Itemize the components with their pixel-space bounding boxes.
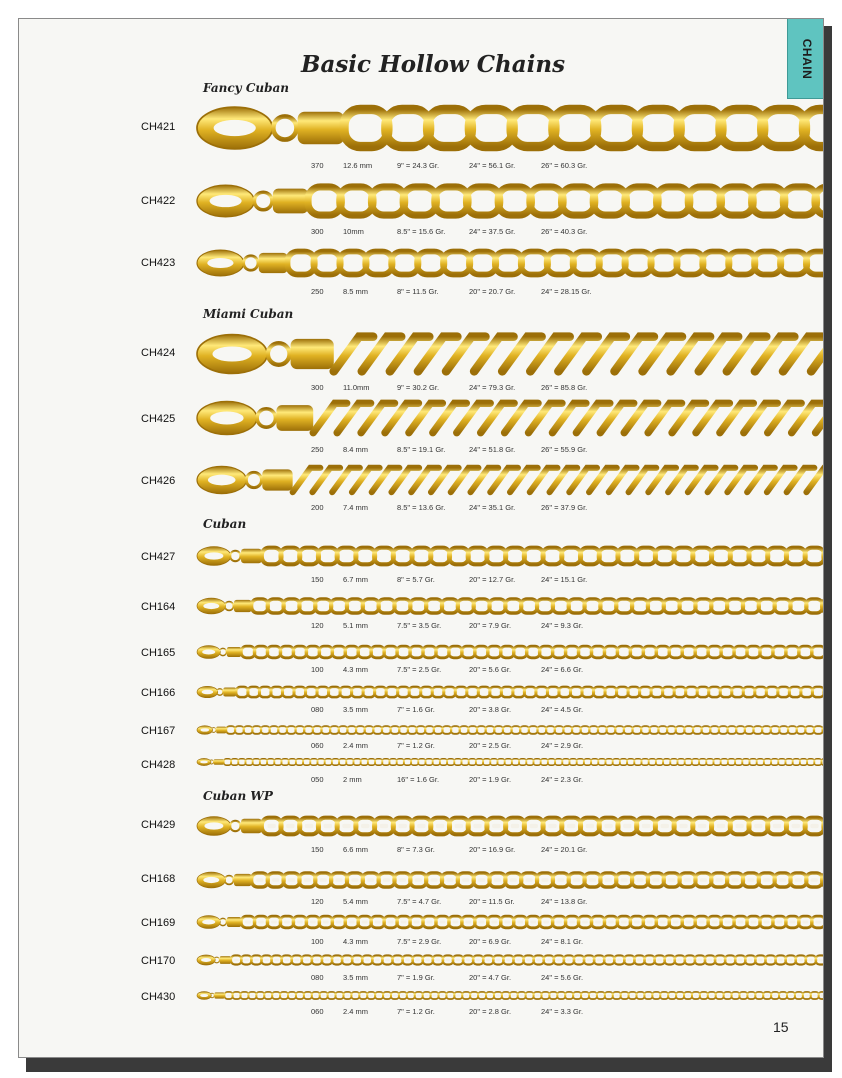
product-code: CH429 [141, 819, 176, 831]
catalog-page: CHAIN Basic Hollow Chains Fancy Cuban Miami Cuban Cuban Cuban WP CH421 370 12.6 mm 9" = 24.3 Gr. 24" = 56.1 Gr. 26" = 60.3 Gr. CH422 300 10mm 8.5" = 15.6 Gr. 24" = 37.5 Gr. 26" = 40.3 Gr. CH423 250 8.5 mm 8" = 11.5 Gr. 20" = 20.7 Gr. 24" = 28.15 Gr. CH424 300 11.0mm 9" = 30.2 Gr. 24" = 79.3 Gr. 26" = 85.8 Gr. CH425 250 8.4 mm 8.5" = 19.1 Gr. 24" = 51.8 Gr. 26" = 55.9 Gr. CH426 200 7.4 mm 8.5" = 13.6 Gr. 24" = 35.1 Gr. 26" = 37.9 Gr. CH427 150 6.7 mm 8" = 5.7 Gr. 20" = 12.7 Gr. 24" = 15.1 Gr. CH164 120 5.1 mm 7.5" = 3.5 Gr. 20" = 7.9 Gr. 24" = 9.3 Gr. CH165 100 4.3 mm 7.5" = 2.5 Gr. 20" = 5.6 Gr. 24" = 6.6 Gr. CH166 080 3.5 mm 7" = 1.6 Gr. 20" = 3.8 Gr. 24" = 4.5 Gr. CH167 060 2.4 mm 7" = 1.2 Gr. 20" = 2.5 Gr. 24" = 2.9 Gr. CH428 050 2 mm 16" = 1.6 Gr. 20" = 1.9 Gr. 24" = 2.3 Gr. CH429 150 6.6 mm 8" = 7.3 Gr. 20" = 16.9 Gr. 24" = 20.1 Gr. CH168 120 5.4 mm 7.5" = 4.7 Gr. 20" = 11.5 Gr. 24" = 13.8 Gr. CH169 100 4.3 mm 7.5" = 2.9 Gr. 20" = 6.9 Gr. 24" = 8.1 Gr. CH170 080 3.5 mm 7" = 1.9 Gr. 20" = 4.7 Gr. 24" = 5.6 Gr. CH430 060 2.4 mm 7" = 1.2 Gr. 20" = 2.8 Gr. 24" = 3.3 Gr. 15 [18, 18, 824, 1058]
product-code: CH427 [141, 551, 176, 563]
chain-graphic [195, 953, 824, 967]
chain-image [195, 990, 824, 1001]
chain-graphic [195, 757, 824, 767]
chain-image [195, 953, 824, 967]
product-code: CH164 [141, 601, 176, 613]
chain-graphic [195, 684, 824, 700]
page-title: Basic Hollow Chains [301, 51, 566, 78]
chain-graphic [195, 395, 824, 441]
chain-image [195, 595, 824, 617]
chain-image [195, 757, 824, 767]
product-code: CH169 [141, 917, 176, 929]
product-code: CH426 [141, 475, 176, 487]
section-heading-fancy-cuban: Fancy Cuban [203, 81, 289, 95]
chain-image [195, 643, 824, 661]
chain-image [195, 327, 824, 381]
product-code: CH167 [141, 725, 176, 737]
product-code: CH166 [141, 687, 176, 699]
chain-graphic [195, 869, 824, 891]
chain-graphic [195, 724, 824, 736]
chain-graphic [195, 461, 824, 499]
chain-graphic [195, 245, 824, 281]
section-heading-miami-cuban: Miami Cuban [203, 307, 294, 321]
chain-image [195, 813, 824, 839]
chain-image [195, 99, 824, 157]
chain-image [195, 245, 824, 281]
product-code: CH430 [141, 991, 176, 1003]
chain-section-tab [787, 19, 824, 99]
product-code: CH423 [141, 257, 176, 269]
chain-graphic [195, 179, 824, 223]
chain-graphic [195, 595, 824, 617]
chain-image [195, 913, 824, 931]
section-heading-cuban-wp: Cuban WP [203, 789, 273, 803]
chain-graphic [195, 327, 824, 381]
product-code: CH170 [141, 955, 176, 967]
product-code: CH428 [141, 759, 176, 771]
chain-image [195, 461, 824, 499]
chain-graphic [195, 99, 824, 157]
tab-label: CHAIN [799, 38, 814, 79]
product-code: CH422 [141, 195, 176, 207]
chain-graphic [195, 990, 824, 1001]
product-code: CH168 [141, 873, 176, 885]
chain-image [195, 869, 824, 891]
chain-graphic [195, 643, 824, 661]
chain-graphic [195, 543, 824, 569]
chain-image [195, 684, 824, 700]
product-code: CH425 [141, 413, 176, 425]
chain-graphic [195, 913, 824, 931]
product-code: CH421 [141, 121, 176, 133]
product-code: CH165 [141, 647, 176, 659]
chain-image [195, 179, 824, 223]
chain-image [195, 543, 824, 569]
chain-image [195, 724, 824, 736]
product-code: CH424 [141, 347, 176, 359]
chain-image [195, 395, 824, 441]
page-number: 15 [773, 1019, 789, 1035]
section-heading-cuban: Cuban [203, 517, 247, 531]
chain-graphic [195, 813, 824, 839]
